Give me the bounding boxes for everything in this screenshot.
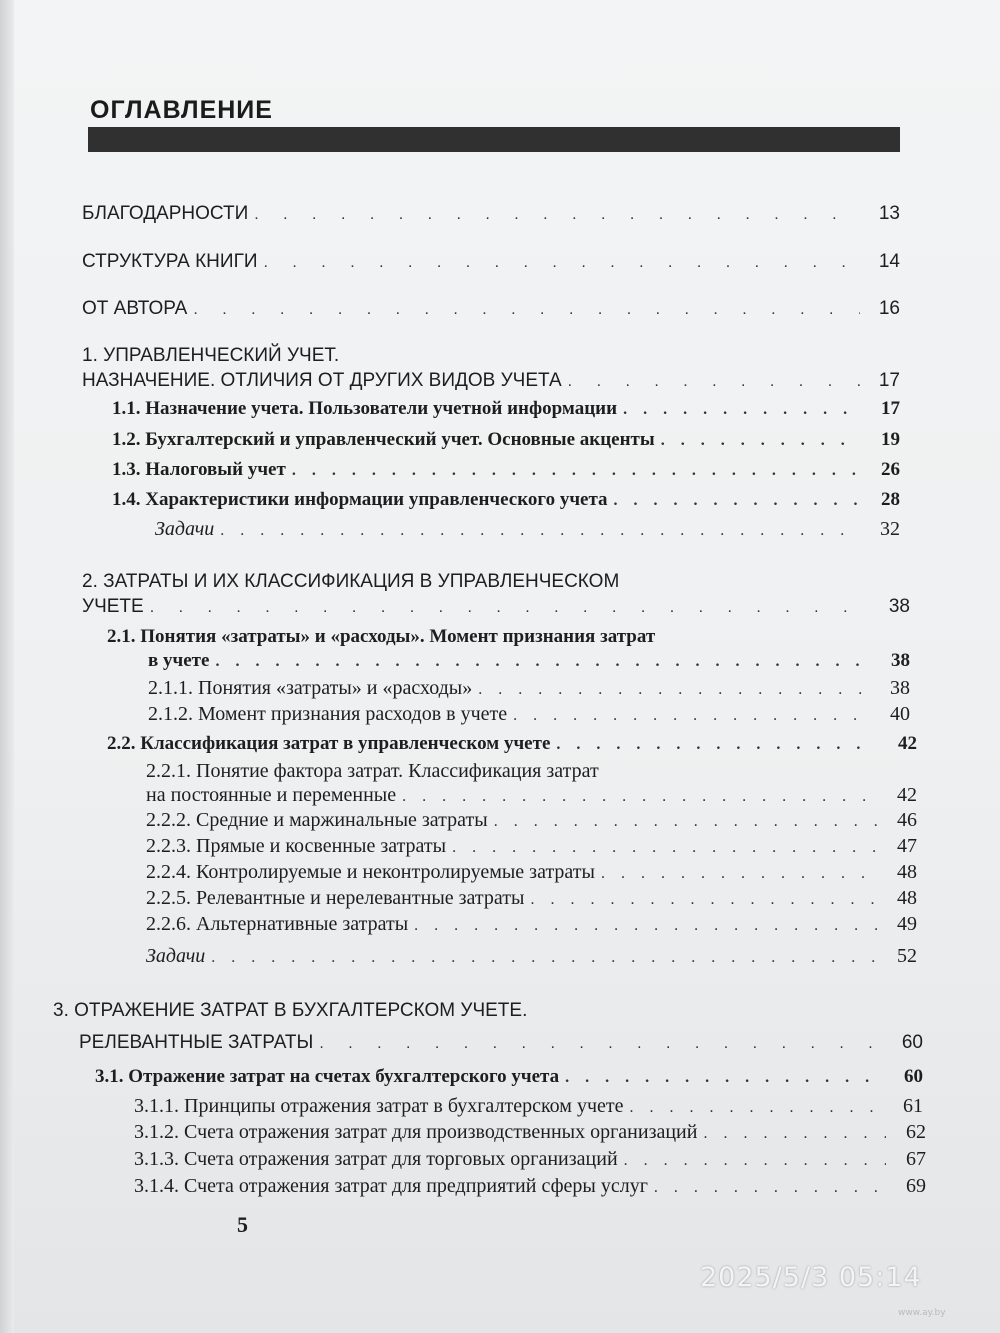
section-entry: 3.1. Отражение затрат на счетах бухгалтерского учета . . . 60 — [95, 1066, 923, 1088]
subsection-entry: 2.2.5. Релевантные и нерелевантные затраты . . . 48 — [146, 887, 917, 910]
chapter-entry: РЕЛЕВАНТНЫЕ ЗАТРАТЫ . . . 60 — [79, 1032, 923, 1054]
section-entry: 1.2. Бухгалтерский и управленческий учет. Основные акценты . . . 19 — [112, 429, 900, 451]
section-entry: 1.1. Назначение учета. Пользователи учетной информации . . . 17 — [112, 398, 900, 420]
chapter-title-line: 1. УПРАВЛЕНЧЕСКИЙ УЧЕТ. — [82, 345, 340, 366]
binding-edge — [0, 0, 14, 1333]
section-entry: в учете . . . 38 — [148, 650, 910, 672]
section-entry: 1.4. Характеристики информации управленческого учета . . . 28 — [112, 489, 900, 511]
subsection-entry: 3.1.4. Счета отражения затрат для предприятий сферы услуг . . . 69 — [134, 1175, 926, 1198]
section-entry: 1.3. Налоговый учет . . . 26 — [112, 459, 900, 481]
subsection-entry: 2.1.1. Понятия «затраты» и «расходы» . . . 38 — [148, 677, 910, 700]
subsection-entry: на постоянные и переменные . . . 42 — [146, 784, 917, 807]
toc-entry: БЛАГОДАРНОСТИ . . . 13 — [82, 203, 900, 225]
tasks-entry: Задачи . . . 32 — [155, 518, 900, 541]
chapter-entry: НАЗНАЧЕНИЕ. ОТЛИЧИЯ ОТ ДРУГИХ ВИДОВ УЧЕТА . . . 17 — [82, 370, 900, 392]
heading-bar — [88, 127, 900, 152]
watermark: www.ay.by — [898, 1308, 946, 1318]
tasks-entry: Задачи . . . 52 — [146, 945, 917, 968]
subsection-entry: 3.1.3. Счета отражения затрат для торговых организаций . . . 67 — [134, 1148, 926, 1171]
section-title-line: 2.1. Понятия «затраты» и «расходы». Момент признания затрат — [107, 626, 656, 647]
subsection-entry: 2.2.6. Альтернативные затраты . . . 49 — [146, 913, 917, 936]
subsection-entry: 3.1.2. Счета отражения затрат для производственных организаций . . . 62 — [134, 1121, 926, 1144]
section-entry: 2.2. Классификация затрат в управленческом учете . . . 42 — [107, 733, 917, 755]
photo-timestamp: 2025/5/3 05:14 — [700, 1262, 922, 1293]
chapter-title-line: 3. ОТРАЖЕНИЕ ЗАТРАТ В БУХГАЛТЕРСКОМ УЧЕТЕ. — [53, 1000, 528, 1021]
subsection-entry: 2.2.3. Прямые и косвенные затраты . . . 47 — [146, 835, 917, 858]
chapter-entry: УЧЕТЕ . . . 38 — [82, 596, 910, 618]
subsection-title-line: 2.2.1. Понятие фактора затрат. Классификация затрат — [146, 760, 599, 782]
chapter-title-line: 2. ЗАТРАТЫ И ИХ КЛАССИФИКАЦИЯ В УПРАВЛЕНЧЕСКОМ — [82, 571, 620, 592]
subsection-entry: 2.2.2. Средние и маржинальные затраты . . . 46 — [146, 809, 917, 832]
toc-entry: СТРУКТУРА КНИГИ . . . 14 — [82, 251, 900, 273]
toc-heading: ОГЛАВЛЕНИЕ — [90, 96, 273, 124]
subsection-entry: 2.1.2. Момент признания расходов в учете . . . 40 — [148, 703, 910, 726]
toc-entry: ОТ АВТОРА . . . 16 — [82, 298, 900, 320]
subsection-entry: 2.2.4. Контролируемые и неконтролируемые затраты . . . 48 — [146, 861, 917, 884]
subsection-entry: 3.1.1. Принципы отражения затрат в бухгалтерском учете . . . 61 — [134, 1095, 923, 1118]
page-number: 5 — [237, 1212, 248, 1237]
